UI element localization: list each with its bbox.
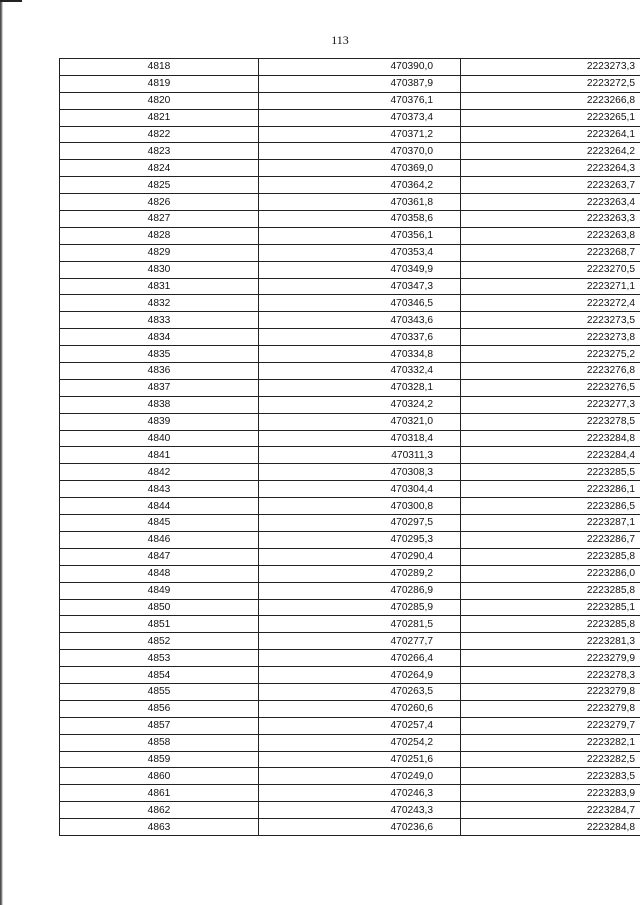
y-coordinate-cell: 2223276,8 <box>461 363 640 380</box>
point-number-cell: 4826 <box>60 194 259 211</box>
table-row <box>60 548 640 565</box>
table-row <box>60 363 640 380</box>
point-number-cell: 4828 <box>60 227 259 244</box>
point-number-cell: 4833 <box>60 312 259 329</box>
table-row <box>60 413 640 430</box>
point-number-cell: 4849 <box>60 582 259 599</box>
x-coordinate-cell: 470332,4 <box>259 363 461 380</box>
table-row <box>60 160 640 177</box>
y-coordinate-cell: 2223263,4 <box>461 194 640 211</box>
y-coordinate-cell: 2223278,3 <box>461 667 640 684</box>
point-number-cell: 4848 <box>60 565 259 582</box>
table-row <box>60 515 640 532</box>
x-coordinate-cell: 470318,4 <box>259 430 461 447</box>
point-number-cell: 4825 <box>60 177 259 194</box>
y-coordinate-cell: 2223282,5 <box>461 751 640 768</box>
point-number-cell: 4843 <box>60 481 259 498</box>
point-number-cell: 4836 <box>60 363 259 380</box>
table-row <box>60 312 640 329</box>
y-coordinate-cell: 2223277,3 <box>461 396 640 413</box>
point-number-cell: 4855 <box>60 683 259 700</box>
point-number-cell: 4844 <box>60 498 259 515</box>
y-coordinate-cell: 2223286,1 <box>461 481 640 498</box>
table-row <box>60 785 640 802</box>
table-row <box>60 802 640 819</box>
table-row <box>60 616 640 633</box>
point-number-cell: 4829 <box>60 244 259 261</box>
y-coordinate-cell: 2223266,8 <box>461 92 640 109</box>
table-row <box>60 329 640 346</box>
table-row <box>60 194 640 211</box>
table-row <box>60 227 640 244</box>
table-row <box>60 177 640 194</box>
x-coordinate-cell: 470254,2 <box>259 734 461 751</box>
point-number-cell: 4858 <box>60 734 259 751</box>
x-coordinate-cell: 470300,8 <box>259 498 461 515</box>
point-number-cell: 4821 <box>60 109 259 126</box>
point-number-cell: 4863 <box>60 819 259 836</box>
point-number-cell: 4837 <box>60 379 259 396</box>
x-coordinate-cell: 470337,6 <box>259 329 461 346</box>
y-coordinate-cell: 2223284,8 <box>461 819 640 836</box>
table-row <box>60 109 640 126</box>
point-number-cell: 4823 <box>60 143 259 160</box>
x-coordinate-cell: 470369,0 <box>259 160 461 177</box>
point-number-cell: 4820 <box>60 92 259 109</box>
point-number-cell: 4851 <box>60 616 259 633</box>
y-coordinate-cell: 2223285,8 <box>461 616 640 633</box>
y-coordinate-cell: 2223273,5 <box>461 312 640 329</box>
y-coordinate-cell: 2223265,1 <box>461 109 640 126</box>
y-coordinate-cell: 2223286,5 <box>461 498 640 515</box>
x-coordinate-cell: 470343,6 <box>259 312 461 329</box>
x-coordinate-cell: 470251,6 <box>259 751 461 768</box>
x-coordinate-cell: 470373,4 <box>259 109 461 126</box>
table-row <box>60 464 640 481</box>
y-coordinate-cell: 2223264,1 <box>461 126 640 143</box>
table-row <box>60 211 640 228</box>
x-coordinate-cell: 470290,4 <box>259 548 461 565</box>
x-coordinate-cell: 470257,4 <box>259 717 461 734</box>
table-row <box>60 379 640 396</box>
x-coordinate-cell: 470264,9 <box>259 667 461 684</box>
y-coordinate-cell: 2223264,2 <box>461 143 640 160</box>
point-number-cell: 4818 <box>60 59 259 76</box>
table-row <box>60 143 640 160</box>
table-row <box>60 430 640 447</box>
table-row <box>60 295 640 312</box>
point-number-cell: 4846 <box>60 531 259 548</box>
x-coordinate-cell: 470277,7 <box>259 633 461 650</box>
y-coordinate-cell: 2223273,8 <box>461 329 640 346</box>
x-coordinate-cell: 470376,1 <box>259 92 461 109</box>
table-row <box>60 261 640 278</box>
y-coordinate-cell: 2223283,5 <box>461 768 640 785</box>
table-row <box>60 278 640 295</box>
point-number-cell: 4838 <box>60 396 259 413</box>
y-coordinate-cell: 2223263,8 <box>461 227 640 244</box>
point-number-cell: 4847 <box>60 548 259 565</box>
point-number-cell: 4840 <box>60 430 259 447</box>
y-coordinate-cell: 2223276,5 <box>461 379 640 396</box>
x-coordinate-cell: 470371,2 <box>259 126 461 143</box>
x-coordinate-cell: 470266,4 <box>259 650 461 667</box>
y-coordinate-cell: 2223284,8 <box>461 430 640 447</box>
table-row <box>60 565 640 582</box>
table-row <box>60 92 640 109</box>
point-number-cell: 4824 <box>60 160 259 177</box>
y-coordinate-cell: 2223272,5 <box>461 75 640 92</box>
table-row <box>60 734 640 751</box>
x-coordinate-cell: 470353,4 <box>259 244 461 261</box>
x-coordinate-cell: 470281,5 <box>259 616 461 633</box>
table-row <box>60 599 640 616</box>
table-row <box>60 75 640 92</box>
point-number-cell: 4850 <box>60 599 259 616</box>
x-coordinate-cell: 470328,1 <box>259 379 461 396</box>
x-coordinate-cell: 470286,9 <box>259 582 461 599</box>
y-coordinate-cell: 2223273,3 <box>461 59 640 76</box>
point-number-cell: 4862 <box>60 802 259 819</box>
y-coordinate-cell: 2223287,1 <box>461 515 640 532</box>
table-row <box>60 396 640 413</box>
point-number-cell: 4854 <box>60 667 259 684</box>
point-number-cell: 4852 <box>60 633 259 650</box>
x-coordinate-cell: 470347,3 <box>259 278 461 295</box>
table-row <box>60 650 640 667</box>
table-row <box>60 346 640 363</box>
x-coordinate-cell: 470304,4 <box>259 481 461 498</box>
y-coordinate-cell: 2223285,8 <box>461 548 640 565</box>
table-row <box>60 717 640 734</box>
y-coordinate-cell: 2223281,3 <box>461 633 640 650</box>
table-row <box>60 768 640 785</box>
x-coordinate-cell: 470311,3 <box>259 447 461 464</box>
y-coordinate-cell: 2223285,1 <box>461 599 640 616</box>
point-number-cell: 4845 <box>60 515 259 532</box>
table-row <box>60 481 640 498</box>
y-coordinate-cell: 2223285,8 <box>461 582 640 599</box>
table-row <box>60 244 640 261</box>
x-coordinate-cell: 470358,6 <box>259 211 461 228</box>
y-coordinate-cell: 2223271,1 <box>461 278 640 295</box>
point-number-cell: 4832 <box>60 295 259 312</box>
y-coordinate-cell: 2223270,5 <box>461 261 640 278</box>
x-coordinate-cell: 470263,5 <box>259 683 461 700</box>
x-coordinate-cell: 470285,9 <box>259 599 461 616</box>
y-coordinate-cell: 2223284,4 <box>461 447 640 464</box>
x-coordinate-cell: 470246,3 <box>259 785 461 802</box>
point-number-cell: 4839 <box>60 413 259 430</box>
point-number-cell: 4861 <box>60 785 259 802</box>
table-row <box>60 126 640 143</box>
point-number-cell: 4834 <box>60 329 259 346</box>
coordinates-table-body <box>60 59 640 836</box>
point-number-cell: 4830 <box>60 261 259 278</box>
x-coordinate-cell: 470308,3 <box>259 464 461 481</box>
y-coordinate-cell: 2223263,7 <box>461 177 640 194</box>
y-coordinate-cell: 2223279,9 <box>461 650 640 667</box>
y-coordinate-cell: 2223286,7 <box>461 531 640 548</box>
y-coordinate-cell: 2223282,1 <box>461 734 640 751</box>
x-coordinate-cell: 470361,8 <box>259 194 461 211</box>
table-row <box>60 633 640 650</box>
x-coordinate-cell: 470349,9 <box>259 261 461 278</box>
y-coordinate-cell: 2223279,7 <box>461 717 640 734</box>
y-coordinate-cell: 2223264,3 <box>461 160 640 177</box>
point-number-cell: 4822 <box>60 126 259 143</box>
point-number-cell: 4842 <box>60 464 259 481</box>
y-coordinate-cell: 2223272,4 <box>461 295 640 312</box>
table-row <box>60 582 640 599</box>
x-coordinate-cell: 470370,0 <box>259 143 461 160</box>
x-coordinate-cell: 470321,0 <box>259 413 461 430</box>
point-number-cell: 4859 <box>60 751 259 768</box>
page-number: 113 <box>331 33 349 47</box>
table-row <box>60 700 640 717</box>
table-row <box>60 683 640 700</box>
table-row <box>60 531 640 548</box>
point-number-cell: 4853 <box>60 650 259 667</box>
scan-edge-shadow <box>0 0 3 905</box>
y-coordinate-cell: 2223279,8 <box>461 700 640 717</box>
point-number-cell: 4857 <box>60 717 259 734</box>
corner-mark <box>0 0 22 2</box>
y-coordinate-cell: 2223275,2 <box>461 346 640 363</box>
x-coordinate-cell: 470243,3 <box>259 802 461 819</box>
x-coordinate-cell: 470249,0 <box>259 768 461 785</box>
table-row <box>60 447 640 464</box>
x-coordinate-cell: 470324,2 <box>259 396 461 413</box>
point-number-cell: 4856 <box>60 700 259 717</box>
y-coordinate-cell: 2223268,7 <box>461 244 640 261</box>
point-number-cell: 4827 <box>60 211 259 228</box>
table-row <box>60 498 640 515</box>
table-row <box>60 751 640 768</box>
x-coordinate-cell: 470260,6 <box>259 700 461 717</box>
x-coordinate-cell: 470289,2 <box>259 565 461 582</box>
y-coordinate-cell: 2223285,5 <box>461 464 640 481</box>
x-coordinate-cell: 470236,6 <box>259 819 461 836</box>
x-coordinate-cell: 470356,1 <box>259 227 461 244</box>
x-coordinate-cell: 470390,0 <box>259 59 461 76</box>
table-row <box>60 667 640 684</box>
table-row <box>60 819 640 836</box>
y-coordinate-cell: 2223286,0 <box>461 565 640 582</box>
point-number-cell: 4835 <box>60 346 259 363</box>
coordinates-table <box>59 58 640 836</box>
x-coordinate-cell: 470387,9 <box>259 75 461 92</box>
y-coordinate-cell: 2223278,5 <box>461 413 640 430</box>
x-coordinate-cell: 470334,8 <box>259 346 461 363</box>
x-coordinate-cell: 470346,5 <box>259 295 461 312</box>
y-coordinate-cell: 2223279,8 <box>461 683 640 700</box>
y-coordinate-cell: 2223283,9 <box>461 785 640 802</box>
x-coordinate-cell: 470364,2 <box>259 177 461 194</box>
point-number-cell: 4819 <box>60 75 259 92</box>
point-number-cell: 4860 <box>60 768 259 785</box>
x-coordinate-cell: 470295,3 <box>259 531 461 548</box>
y-coordinate-cell: 2223263,3 <box>461 211 640 228</box>
point-number-cell: 4831 <box>60 278 259 295</box>
point-number-cell: 4841 <box>60 447 259 464</box>
x-coordinate-cell: 470297,5 <box>259 515 461 532</box>
table-row <box>60 59 640 76</box>
y-coordinate-cell: 2223284,7 <box>461 802 640 819</box>
